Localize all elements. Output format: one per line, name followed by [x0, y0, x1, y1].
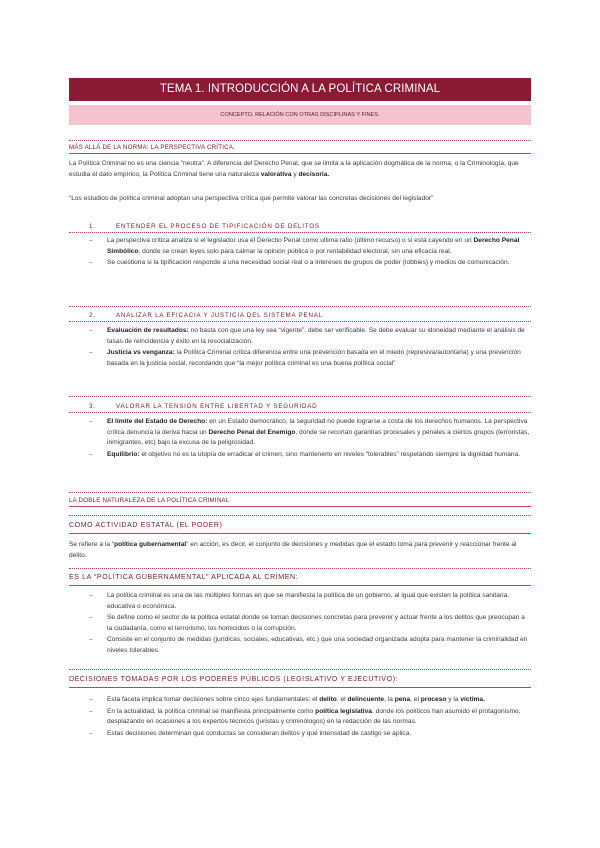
divider — [69, 533, 531, 534]
paragraph-quote: “Los estudios de política criminal adoptan una perspectiva crítica que permite valorar las concretas decisiones del legislador” — [69, 195, 434, 202]
bullet-list-3 — [89, 417, 531, 461]
list-item: – El límite del Estado de Derecho: en un Estado democrático, la seguridad no puede lograrse a costa de los derechos humanos. La perspectiva crítica denuncia la deriva hacia un Derecho Penal del Enemigo, donde se recortan garantías procesales y penales a ciertos grupos (terroristas, inmigrantes, etc) bajo la excusa de la peligrosidad. — [89, 417, 531, 449]
divider — [69, 140, 531, 141]
list-item: – Evaluación de resultados: no basta con que una ley sea “vigente”, debe ser verificable. Se debe evaluar su idoneidad mediante el análisis de tasas de reincidencia y éxito en la resocialización. — [89, 326, 531, 347]
divider — [69, 585, 531, 586]
list-item: – La perspectiva crítica analiza si el legislador usa el Derecho Penal como ultima ratio (último recurso) o si está cayendo en un Derecho Penal Simbólico, donde se crean leyes solo para calmar la opinión pública o por rentabilidad electoral, sin una eficacia real. — [89, 236, 531, 257]
subheading-applied-policy: ES LA “POLÍTICA GUBERNAMENTAL” APLICADA AL CRIMEN: — [69, 574, 299, 581]
list-item: – Consiste en el conjunto de medidas (jurídicas, sociales, educativas, etc.) que una sociedad organizada adopta para mantener la criminalidad en niveles tolerables. — [89, 635, 531, 656]
list-item: – En la actualidad, la política criminal se manifiesta principalmente como política legislativa, donde los políticos han asumido el protagonismo, desplazando en ocasiones a los expertos técnicos (juristas y criminólogos) en la redacción de las normas. — [89, 707, 531, 728]
divider — [69, 412, 531, 413]
divider — [69, 506, 531, 507]
subheading-state-activity: COMO ACTIVIDAD ESTATAL (EL PODER) — [69, 522, 223, 529]
list-item: – Estas decisiones determinan qué conductas se consideran delitos y qué intensidad de castigo se aplica. — [89, 729, 531, 740]
bullet-list-2 — [89, 326, 531, 370]
numbered-heading-3: 3. VALORAR LA TENSIÓN ENTRE LIBERTAD Y SEGURIDAD — [89, 403, 318, 410]
bullet-list-1 — [89, 236, 531, 270]
numbered-heading-1: 1. ENTENDER EL PROCESO DE TIPIFICACIÓN DE DELITOS — [89, 223, 320, 230]
list-item: – Esta faceta implica tomar decisiones sobre cinco ejes fundamentales: el delito, el delincuente, la pena, el proceso y la víctima. — [89, 695, 531, 706]
page-title: TEMA 1. INTRODUCCIÓN A LA POLÍTICA CRIMINAL — [69, 78, 531, 101]
list-item: – La política criminal es una de las múltiples formas en que se manifiesta la política de un gobierno, al igual que existen la política sanitaria, educativa o económica. — [89, 591, 531, 612]
divider — [69, 492, 531, 493]
divider — [69, 153, 531, 154]
list-item: – Se cuestiona si la tipificación responde a una necesidad social real o a intereses de grupos de poder (lobbies) y medios de comunicación. — [89, 258, 531, 269]
divider — [69, 232, 531, 233]
list-item: – Justicia vs venganza: la Política Criminal crítica diferencia entre una prevención basada en el miedo (represiva/autoritaria) y una prevención basada en la justicia social, recordando que “la mejor política criminal es una buena política social” — [89, 348, 531, 369]
divider — [69, 396, 531, 397]
numbered-heading-2: 2. ANALIZAR LA EFICACIA Y JUSTICIA DEL SISTEMA PENAL — [89, 312, 323, 319]
divider — [69, 669, 531, 670]
list-item: – Se define como el sector de la política estatal donde se toman decisiones concretas para prevenir y actuar frente a los delitos que preocupan a la ciudadanía, como el terrorismo, los homicidios o la corrupción. — [89, 613, 531, 634]
section-heading-critical: MÁS ALLÁ DE LA NORMA: LA PERSPECTIVA CRÍTICA. — [69, 144, 236, 151]
divider — [69, 515, 531, 516]
section-heading-dual-nature: LA DOBLE NATURALEZA DE LA POLÍTICA CRIMINAL — [69, 497, 230, 504]
paragraph-government-policy: Se refiere a la “política gubernamental” en acción, es decir, el conjunto de decisiones y medidas que el estado toma para prevenir y reaccionar frente al delito. — [69, 541, 517, 559]
divider — [69, 321, 531, 322]
divider — [69, 306, 531, 307]
subheading-public-powers: DECISIONES TOMADAS POR LOS PODERES PÚBLICOS (LEGISLATIVO Y EJECUTIVO): — [69, 676, 399, 683]
divider — [69, 568, 531, 569]
page-subtitle: CONCEPTO, RELACIÓN CON OTRAS DISCIPLINAS Y FINES. — [69, 105, 531, 125]
paragraph-intro: La Política Criminal no es una ciencia “neutra”. A diferencia del Derecho Penal, que se limita a la aplicación dogmática de la norma, o la Criminología, que estudia el dato empírico, la Política Criminal tiene una naturaleza valorativa y decisoria. — [69, 160, 519, 178]
list-item: – Equilibrio: el objetivo no es la utopía de erradicar el crimen, sino mantenerlo en niveles “tolerables” respetando siempre la dignidad humana. — [89, 450, 531, 461]
divider — [69, 687, 531, 688]
bullet-list-decisions — [89, 695, 531, 740]
bullet-list-applied — [89, 591, 531, 657]
